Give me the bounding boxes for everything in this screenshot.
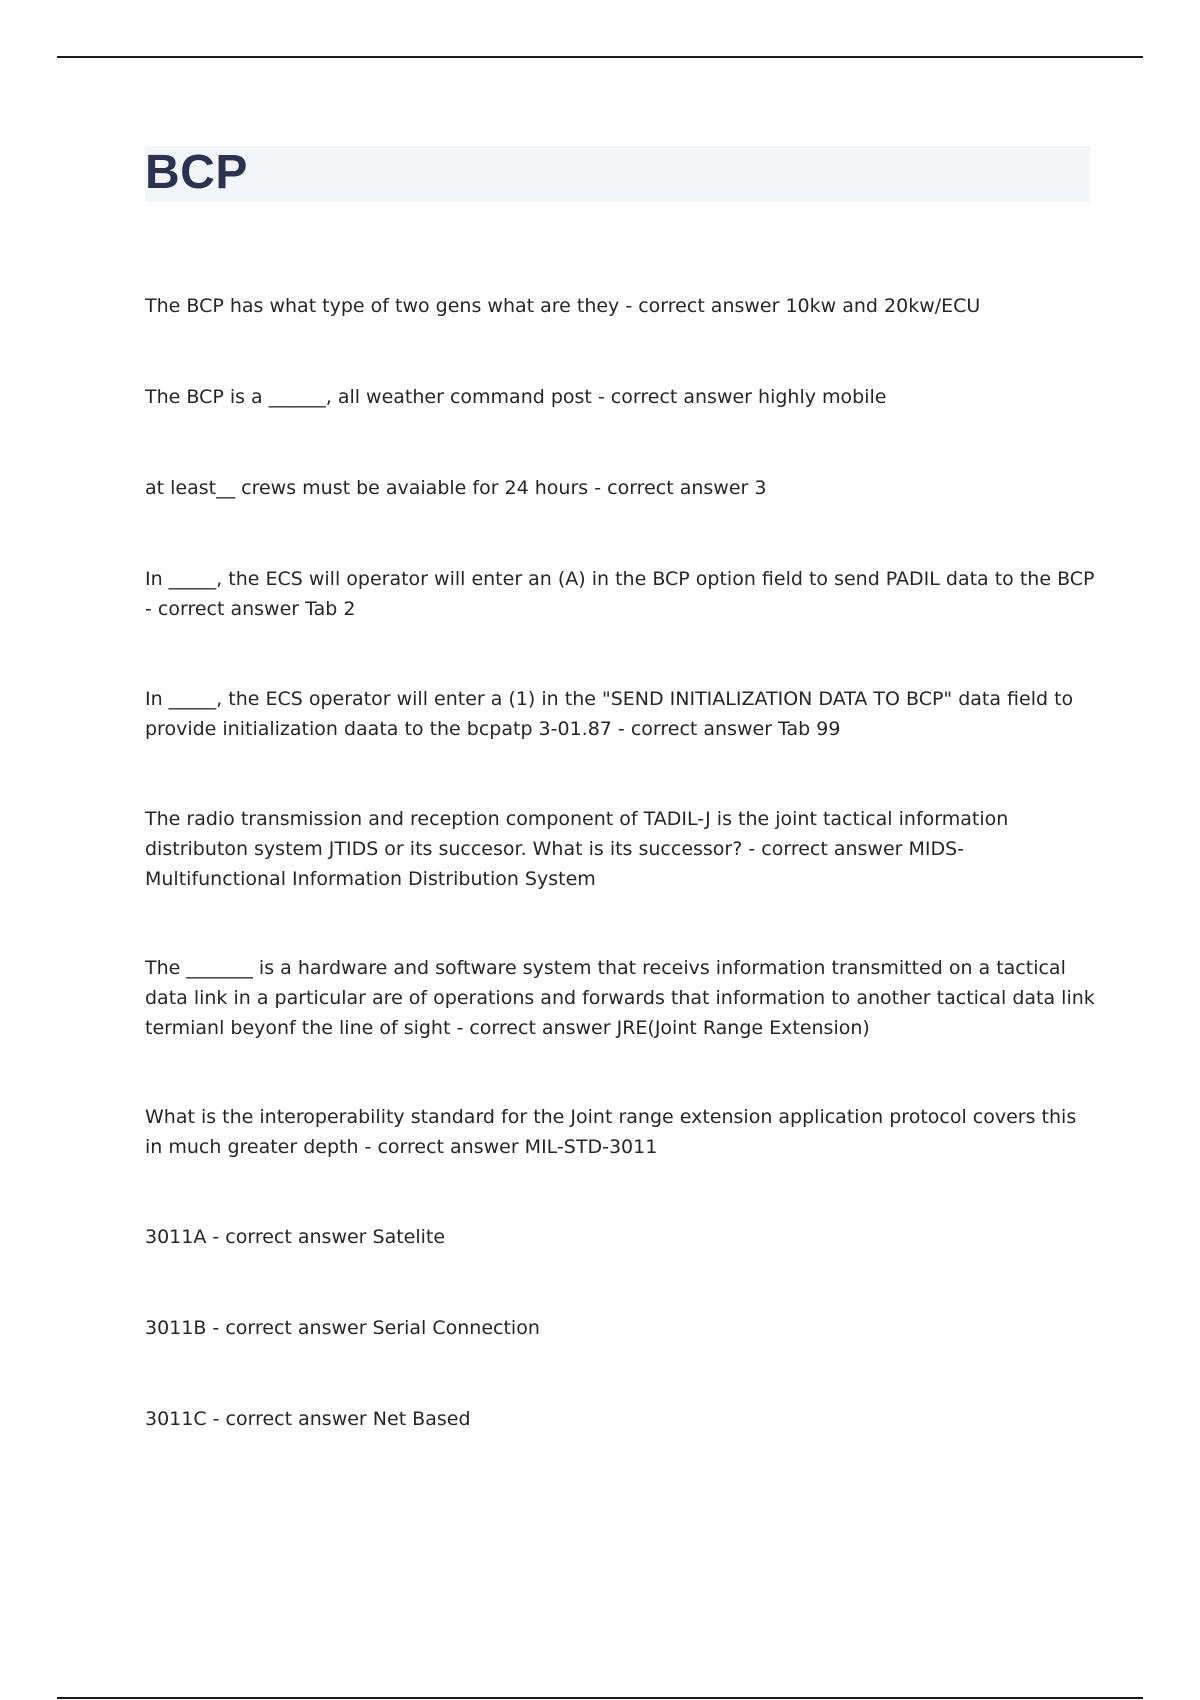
page-title: BCP <box>145 146 248 199</box>
qa-item: The _______ is a hardware and software system that receivs information transmitted on a tactical data link in a particular are of operations and forwards that information to another tactical data link termianl beyonf the line of sight - correct answer JRE(Joint Range Extension) <box>145 957 1095 1039</box>
qa-item: What is the interoperability standard for the Joint range extension application protocol covers this in much greater depth - correct answer MIL-STD-3011 <box>145 1106 1077 1158</box>
qa-item: 3011B - correct answer Serial Connection <box>145 1317 540 1339</box>
bottom-rule <box>57 1697 1143 1699</box>
qa-item: 3011C - correct answer Net Based <box>145 1408 471 1430</box>
top-rule <box>57 56 1143 58</box>
qa-item: The radio transmission and reception component of TADIL-J is the joint tactical information distributon system JTIDS or its succesor. What is its successor? - correct answer MIDS-Multifunctional Information Distribution System <box>145 808 1009 890</box>
qa-item: In _____, the ECS will operator will enter an (A) in the BCP option field to send PADIL data to the BCP - correct answer Tab 2 <box>145 568 1095 620</box>
qa-item: The BCP has what type of two gens what are they - correct answer 10kw and 20kw/ECU <box>145 295 981 317</box>
qa-item: at least__ crews must be avaiable for 24 hours - correct answer 3 <box>145 477 767 499</box>
qa-item: The BCP is a ______, all weather command post - correct answer highly mobile <box>145 386 887 408</box>
qa-item: In _____, the ECS operator will enter a (1) in the "SEND INITIALIZATION DATA TO BCP" data field to provide initialization daata to the bcpatp 3-01.87 - correct answer Tab 99 <box>145 688 1074 740</box>
title-band <box>145 146 1090 202</box>
qa-item: 3011A - correct answer Satelite <box>145 1226 446 1248</box>
